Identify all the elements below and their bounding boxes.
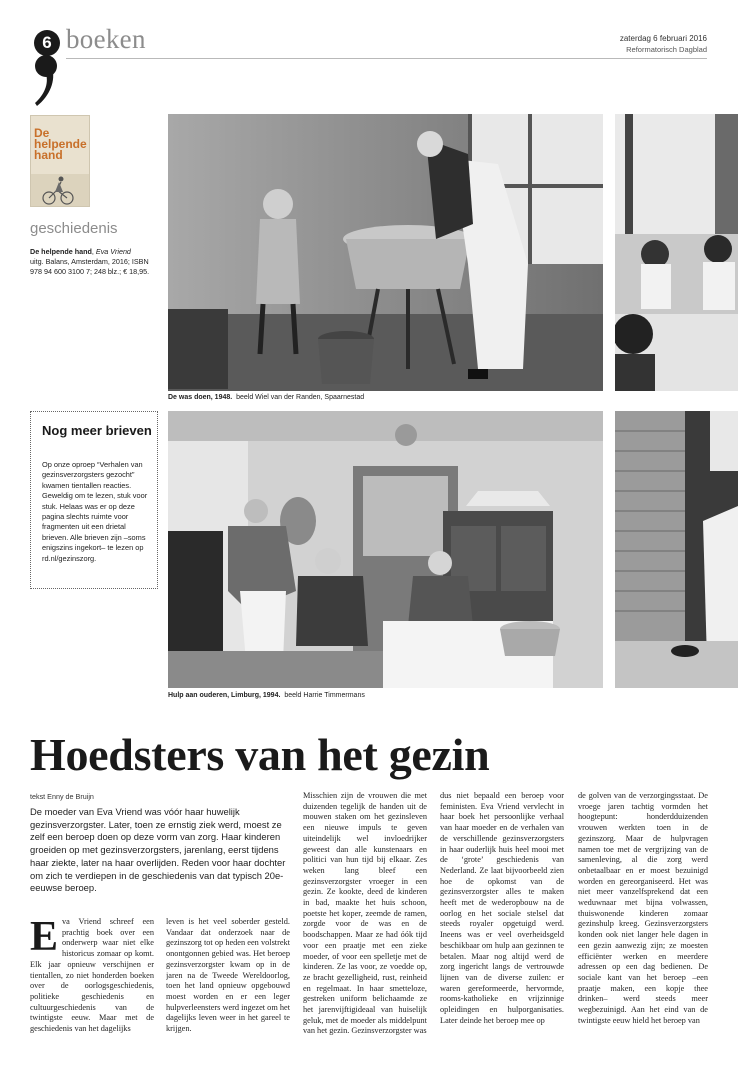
issue-date: zaterdag 6 februari 2016: [619, 34, 707, 43]
photo-caption-laundry: [168, 394, 364, 401]
header-rule: [66, 58, 707, 59]
brick-wall-scene-icon: [615, 411, 738, 688]
photo-brick-wall: [615, 411, 738, 688]
classroom-scene-icon: [615, 114, 738, 391]
caption-laundry-title: De was doen, 1948.: [168, 394, 233, 401]
section-title: boeken: [66, 24, 146, 54]
drop-cap: E: [30, 917, 59, 960]
sidebar-title: Nog meer brieven: [42, 423, 152, 438]
column-5-text: de golven van de verzorgingsstaat. De vroege jaren tachtig vormden het hoogtepunt: honderdduizenden vrouwen werkten toen in de gezinszorg. Maar de hulpvragen namen toe met de vergrijzing van de samenleving, al die zorg werd onbetaalbaar en er moest bezuinigd worden en gereorganiseerd. Het was niet meer vanzelfsprekend dat een weduwnaar met bijna volwassen, thuiswonende kinderen zomaar gezinshulp kreeg. Gezinsverzorgsters konden ook niet langer hele dagen in een gezin aanwezig zijn; ze moesten efficiënter werken en meerdere adressen op een dag bedienen. De sociale kant van het beroep –een praatje maken, een kopje thee drinken– werd steeds meer wegbezuinigd. Aan het eind van de twintigste eeuw hield het beroep van: [578, 791, 708, 1025]
laundry-scene-icon: [168, 114, 603, 391]
book-details: uitg. Balans, Amsterdam, 2016; ISBN 978 94 600 3100 7; 248 blz.; € 18,95.: [30, 257, 150, 276]
column-2-text: leven is het veel soberder gesteld. Vandaar dat onderzoek naar de gezinszorg tot op heden een volstrekt onontgonnen gebied was. Het beroep gezinsverzorgster kwam op in de jaren na de Tweede Wereldoorlog, toen het land opnieuw opgebouwd moest worden en er een leger hulpverleensters werd ingezet om het dagelijks leven weer in het gareel te krijgen.: [166, 917, 290, 1034]
book-info: De helpende hand, Eva Vriend uitg. Balans, Amsterdam, 2016; ISBN 978 94 600 3100 7; 248 blz.; € 18,95.: [30, 247, 150, 276]
sidebar-text: Op onze oproep “Verhalen van gezinsverzorgsters gezocht” kwamen tientallen reacties. Geweldig om te lezen, stuk voor stuk. Helaas was er op deze pagina slechts ruimte voor fragmenten uit een drietal brieven. Alle brieven zijn –soms enigszins ingekort– te lezen op rd.nl/gezinszorg.: [42, 460, 148, 563]
cyclist-illustration-icon: [31, 174, 89, 206]
photo-laundry: [168, 114, 603, 391]
article-intro: De moeder van Eva Vriend was vóór haar huwelijk gezinsverzorgster. Later, toen ze ernstig ziek werd, moest ze zelf een beroep doen op deze vorm van zorg. Haar kinderen groeiden op met gezinsverzorgsters, jarenlang, eerst tijdens haar ziekte, later na haar overlijden. Reden voor haar dochter om zich te verdiepen in de geschiedenis van dat typisch 20e-eeuwse beroep.: [30, 806, 286, 894]
article-column-2: [166, 917, 290, 1057]
book-author: Eva Vriend: [95, 247, 131, 256]
caption-elderly-credit: beeld Harrie Timmermans: [284, 692, 365, 699]
book-title: De helpende hand: [30, 247, 92, 256]
book-cover-title: De helpende hand: [34, 126, 87, 162]
kitchen-scene-icon: [168, 411, 603, 688]
column-1-text: va Vriend schreef een prachtig boek over een onderwerp waar niet elke historicus zomaar op komt. Elk jaar opnieuw verschijnen er tientallen, zo niet honderden boeken over de oorlogsgeschiedenis, politieke geschiedenis en cultuurgeschiedenis van de twintigste eeuw. Maar met de geschiedenis van het dagelijks: [30, 917, 154, 1034]
caption-laundry-credit: beeld Wiel van der Randen, Spaarnestad: [236, 394, 365, 401]
newspaper-name: Reformatorisch Dagblad: [626, 45, 707, 54]
column-4-text: dus niet bepaald een beroep voor feministen. Eva Vriend vervlecht in haar boek het persoonlijke verhaal van haar moeder en de verhalen van de verschillende gezinsverzorgsters in haar ouderlijk huis heel mooi met de ‘grote’ geschiedenis van Nederland. Ze laat bijvoorbeeld zien hoe de opkomst van de gezinsverzorgster alles te maken heeft met de wederopbouw na de oorlog en het sociale stelsel dat steeds royaler opgetuigd werd. Ineens was er veel overheidsgeld beschikbaar om hulp aan gezinnen te betalen. Maar nog altijd werd de zorg ingericht langs de vertrouwde lijnen van de diverse zuilen: er waren gereformeerde, hervormde, rooms-katholieke en vrijzinnige opleidingen en hulporganisaties. Later deinde het beroep mee op: [440, 791, 564, 1025]
book-cover: [30, 115, 90, 207]
photo-caption-elderly: [168, 692, 365, 699]
comma-logo-icon: [32, 52, 60, 108]
article-column-4: [440, 791, 564, 1057]
caption-elderly-title: Hulp aan ouderen, Limburg, 1994.: [168, 692, 281, 699]
book-genre: geschiedenis: [30, 220, 118, 237]
article-column-3: [303, 791, 427, 1057]
column-3-text: Misschien zijn de vrouwen die met duizenden tegelijk de handen uit de mouwen staken om het gezinsleven een nieuwe impuls te geven uiteindelijk wel invloedrijker geweest dan alle kunstenaars en politici van hun tijd bij elkaar. Zes weken lang bleef een gezinsverzorgster vroeger in een gezin. Ze kookte, deed de kinderen in bad, maakte het huis schoon, poetste het koper, zeemde de ramen, zorgde voor de was en de boodschappen. Maar ze had óók tijd voor een praatje met een zieke moeder, of voor een spelletje met de kinderen. Ze las voor, ze voedde op, ze bracht gezelligheid, rust, reinheid en regelmaat. In haar smetteloze, gestreken uniform belichaamde ze het jarenvijftigideaal van huiselijk geluk, met de moeder als middelpunt van het gezin. Gezinsverzorgster was: [303, 791, 427, 1036]
article-headline: Hoedsters van het gezin: [30, 729, 490, 780]
article-column-5: [578, 791, 708, 1057]
article-byline: tekst Enny de Bruijn: [30, 792, 94, 801]
photo-elderly-care: [168, 411, 603, 688]
photo-nurses-class: [615, 114, 738, 391]
page-number: 6: [34, 30, 60, 56]
article-column-1: [30, 917, 154, 1057]
